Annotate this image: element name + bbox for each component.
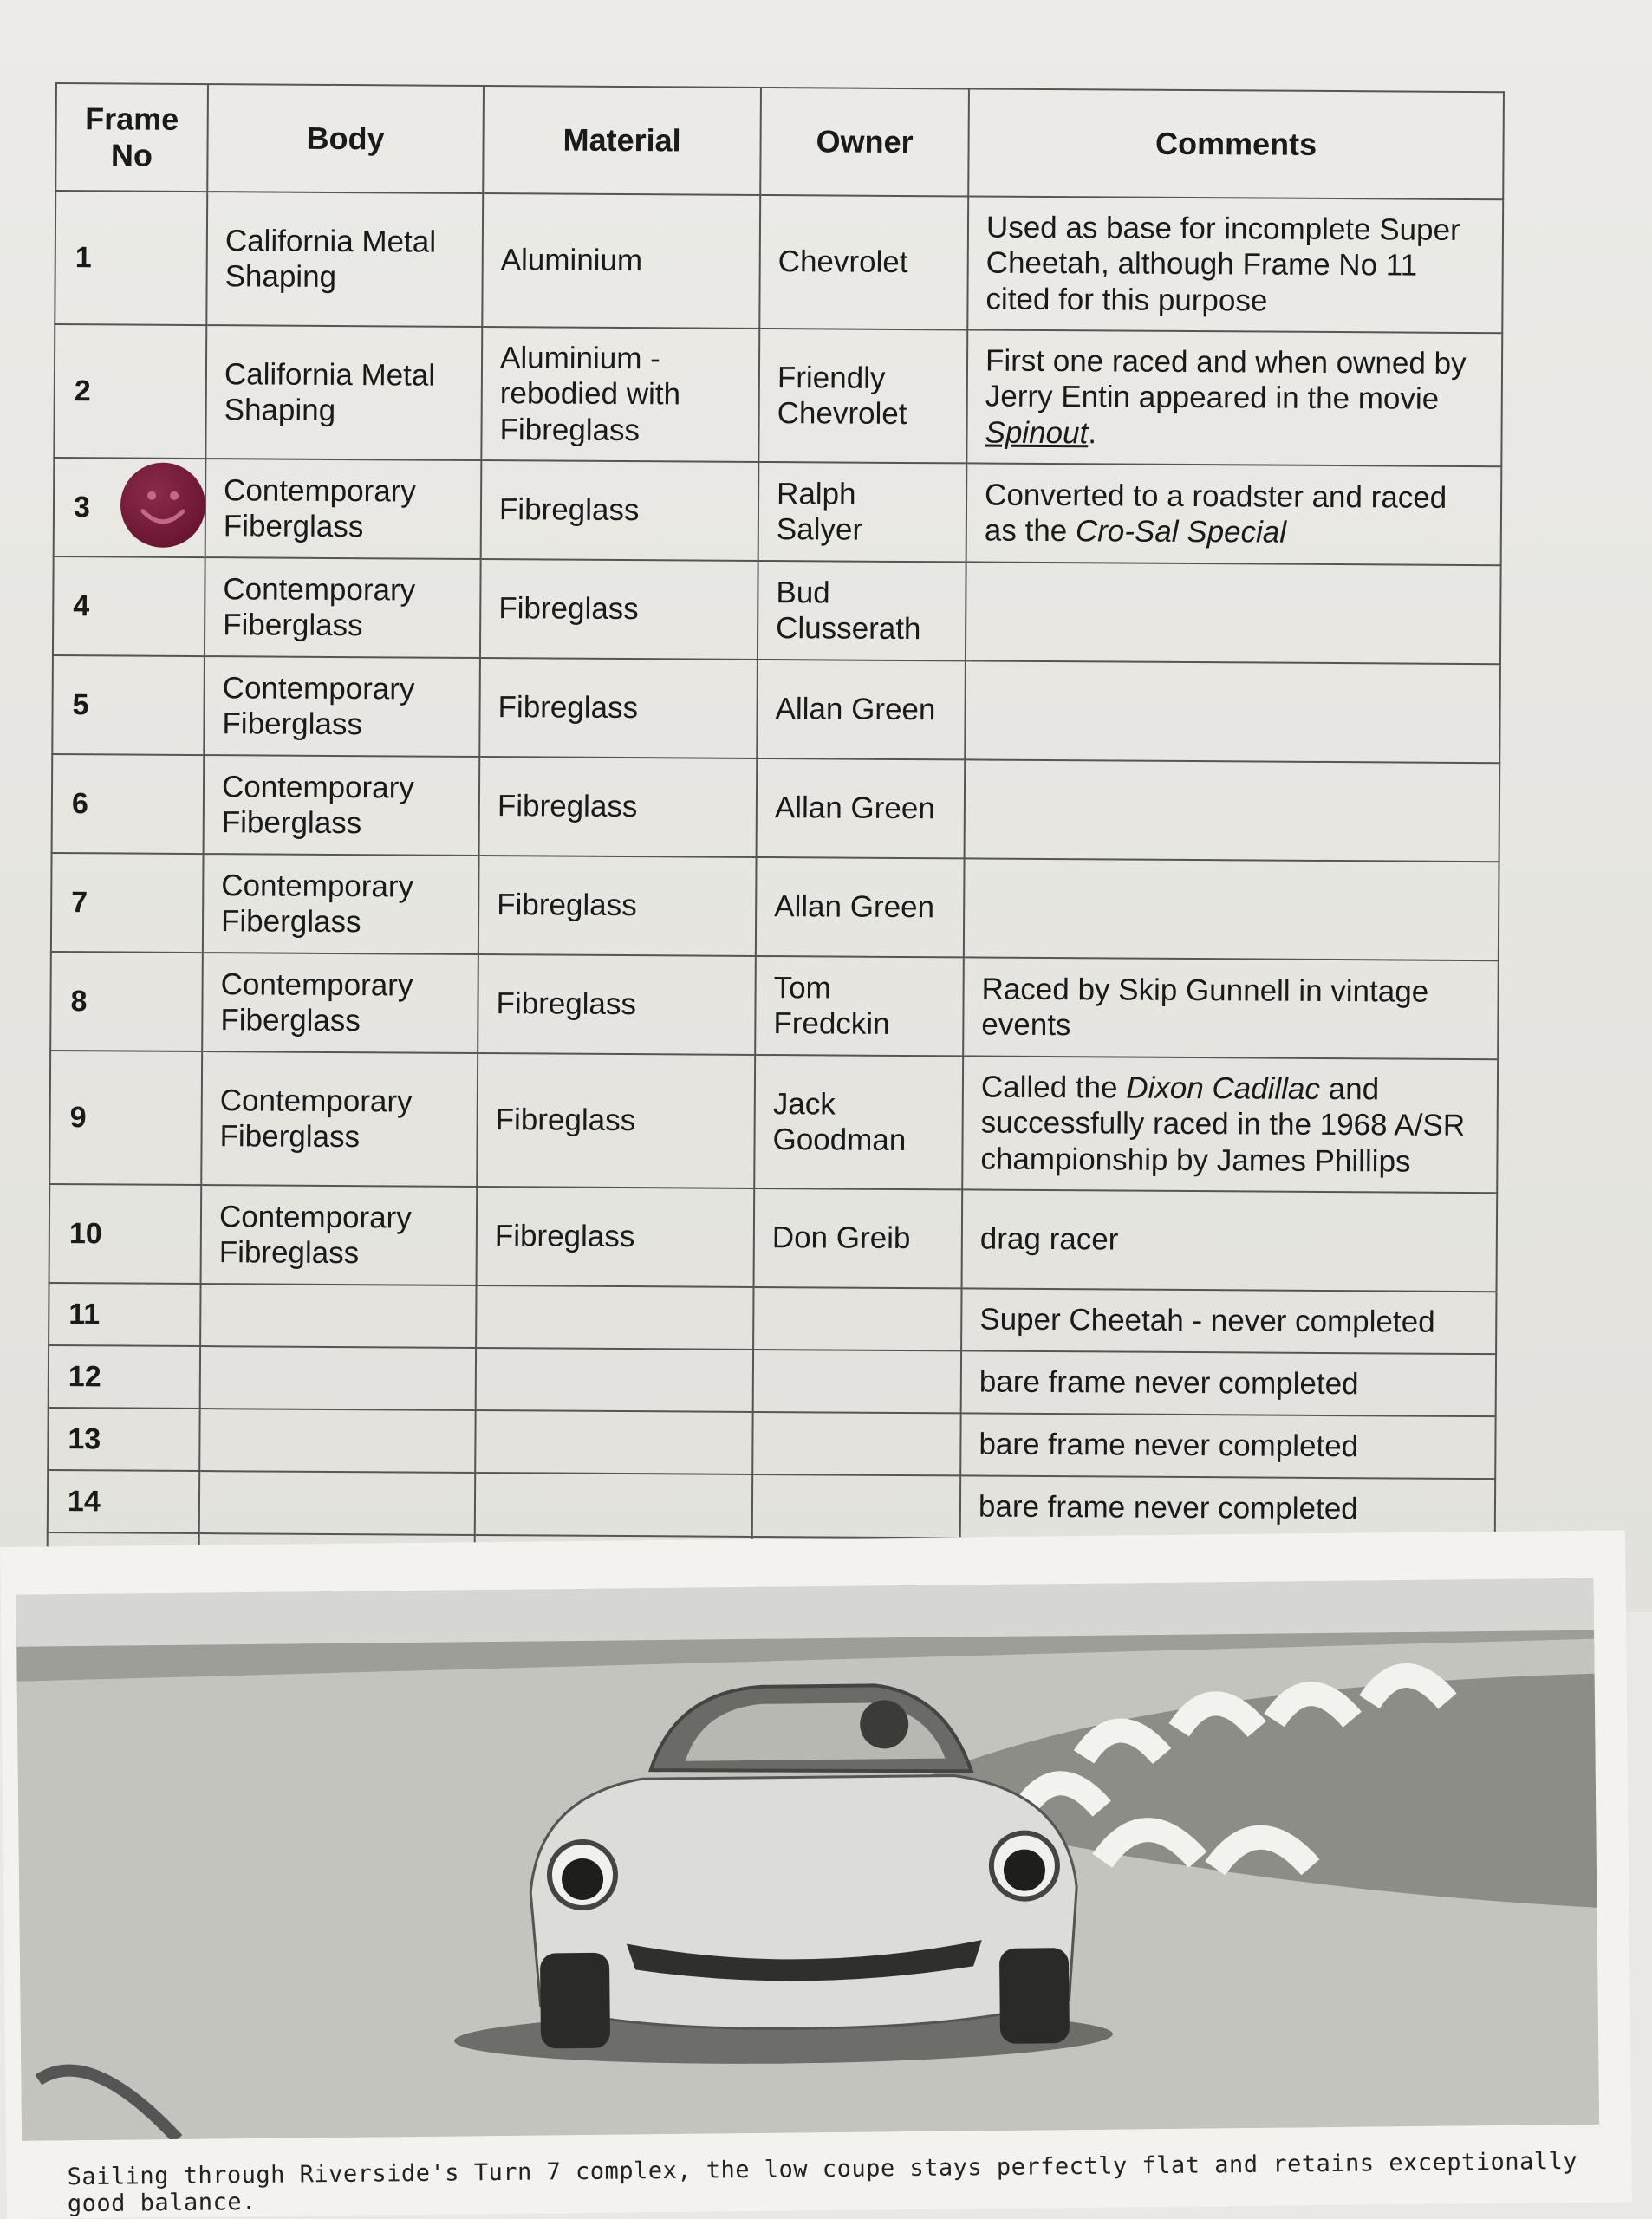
material-cell: Aluminium <box>482 193 760 329</box>
owner-cell: Friendly Chevrolet <box>758 329 967 463</box>
material-cell <box>476 1285 753 1350</box>
table-row <box>50 952 1499 1059</box>
header-comments: Comments <box>968 88 1504 199</box>
body-cell <box>199 1471 475 1535</box>
comments-cell: Raced by Skip Gunnell in vintage events <box>963 957 1499 1059</box>
frame-number: 14 <box>48 1470 199 1533</box>
frame-number: 10 <box>49 1184 202 1284</box>
frame-number: 4 <box>53 556 205 656</box>
body-cell: Contemporary Fiberglass <box>204 656 480 757</box>
table-row <box>54 458 1502 565</box>
frame-number: 6 <box>52 754 205 854</box>
body-cell: Contemporary Fiberglass <box>205 557 481 658</box>
comments-cell <box>962 1056 1498 1193</box>
material-cell <box>476 1348 753 1412</box>
table-row <box>53 556 1501 664</box>
material-cell: Fibreglass <box>477 1053 755 1188</box>
frame-table <box>46 82 1505 1641</box>
body-cell <box>200 1346 476 1410</box>
table-header-row <box>55 83 1504 199</box>
material-cell: Fibreglass <box>479 757 758 857</box>
table-row <box>49 1345 1496 1416</box>
table-row <box>49 1184 1498 1292</box>
body-cell <box>199 1409 475 1473</box>
comments-cell <box>964 858 1499 960</box>
comments-text-end: . <box>1088 415 1097 450</box>
frame-number: 7 <box>51 853 204 953</box>
table-row <box>51 853 1499 960</box>
owner-cell <box>752 1474 960 1538</box>
comments-cell <box>966 463 1502 565</box>
material-cell: Fibreglass <box>478 954 756 1055</box>
comments-text: Called the <box>980 1070 1127 1105</box>
comments-cell: bare frame never completed <box>960 1475 1495 1541</box>
comments-cell <box>966 329 1502 466</box>
frame-table-wrapper <box>46 82 1503 1641</box>
body-cell: Contemporary Fiberglass <box>203 854 479 954</box>
photo-clipping <box>0 1530 1632 2219</box>
material-cell <box>475 1473 752 1537</box>
comments-text: Converted to a roadster and raced as the <box>984 478 1447 549</box>
header-material: Material <box>483 86 761 195</box>
comments-cell <box>966 562 1501 664</box>
frame-number: 1 <box>55 191 207 325</box>
body-cell: Contemporary Fiberglass <box>202 953 478 1053</box>
comments-cell: Super Cheetah - never completed <box>961 1288 1496 1354</box>
table-row <box>52 754 1500 862</box>
owner-cell <box>752 1412 960 1475</box>
owner-cell <box>753 1287 961 1350</box>
frame-number: 9 <box>49 1051 202 1185</box>
material-cell <box>475 1410 752 1474</box>
comments-text-end: and successfully raced in the 1968 A/SR championship by James Phillips <box>980 1071 1466 1179</box>
comments-cell: bare frame never completed <box>960 1413 1495 1479</box>
header-frame-no: Frame No <box>55 83 208 192</box>
header-owner: Owner <box>760 88 969 196</box>
race-car-illustration <box>16 1578 1599 2141</box>
photo-caption: Sailing through Riverside's Turn 7 complex, the low coupe stays perfectly flat and retains exceptionally good balance. <box>67 2147 1578 2218</box>
body-cell: Contemporary Fiberglass <box>201 1051 478 1187</box>
comments-italic: Cro-Sal Special <box>1075 514 1287 550</box>
material-cell: Fibreglass <box>478 856 757 956</box>
table-row <box>49 1283 1496 1354</box>
frame-number-cell <box>54 458 206 557</box>
comments-italic: Spinout <box>985 415 1089 450</box>
material-cell: Fibreglass <box>477 1187 755 1287</box>
owner-cell: Allan Green <box>757 758 966 858</box>
race-car-photo <box>16 1578 1599 2141</box>
owner-cell: Allan Green <box>757 660 966 759</box>
frame-number: 8 <box>50 952 203 1051</box>
table-row <box>54 324 1502 466</box>
comments-text: First one raced and when owned by Jerry Entin appeared in the movie <box>985 343 1467 417</box>
table-row <box>52 655 1500 763</box>
body-cell <box>200 1284 476 1348</box>
table-row <box>48 1408 1495 1479</box>
frame-number: 5 <box>52 655 205 755</box>
material-cell: Aluminium - rebodied with Fibreglass <box>481 327 759 462</box>
comments-italic: Dixon Cadillac <box>1126 1070 1321 1106</box>
header-body: Body <box>207 84 484 193</box>
frame-number: 12 <box>49 1345 200 1409</box>
owner-cell: Allan Green <box>756 857 965 957</box>
frame-number: 3 <box>73 491 91 524</box>
frame-number: 2 <box>54 324 206 459</box>
owner-cell: Bud Clusserath <box>758 561 966 660</box>
owner-cell: Don Greib <box>754 1188 963 1288</box>
smiley-sticker-icon <box>120 462 206 548</box>
owner-cell: Tom Fredckin <box>755 956 964 1056</box>
body-cell: Contemporary Fibreglass <box>201 1185 478 1285</box>
frame-number: 11 <box>49 1283 200 1346</box>
owner-cell: Jack Goodman <box>754 1055 963 1189</box>
body-cell: Contemporary Fiberglass <box>204 755 480 856</box>
material-cell: Fibreglass <box>480 559 758 660</box>
owner-cell <box>753 1350 961 1413</box>
comments-cell <box>965 660 1500 763</box>
body-cell: California Metal Shaping <box>206 192 483 327</box>
material-cell: Fibreglass <box>481 460 759 561</box>
body-cell: California Metal Shaping <box>205 325 482 460</box>
comments-cell <box>965 759 1500 862</box>
owner-cell: Ralph Salyer <box>758 462 967 562</box>
frame-number: 13 <box>48 1408 199 1471</box>
material-cell: Fibreglass <box>479 658 758 758</box>
comments-cell: drag racer <box>962 1189 1498 1292</box>
comments-cell: bare frame never completed <box>961 1350 1496 1416</box>
owner-cell: Chevrolet <box>759 195 968 329</box>
table-row <box>49 1051 1498 1193</box>
comments-cell: Used as base for incomplete Super Cheetah, although Frame No 11 cited for this purpose <box>967 196 1503 333</box>
table-row <box>55 191 1503 333</box>
body-cell: Contemporary Fiberglass <box>205 459 482 559</box>
table-row <box>48 1470 1495 1541</box>
